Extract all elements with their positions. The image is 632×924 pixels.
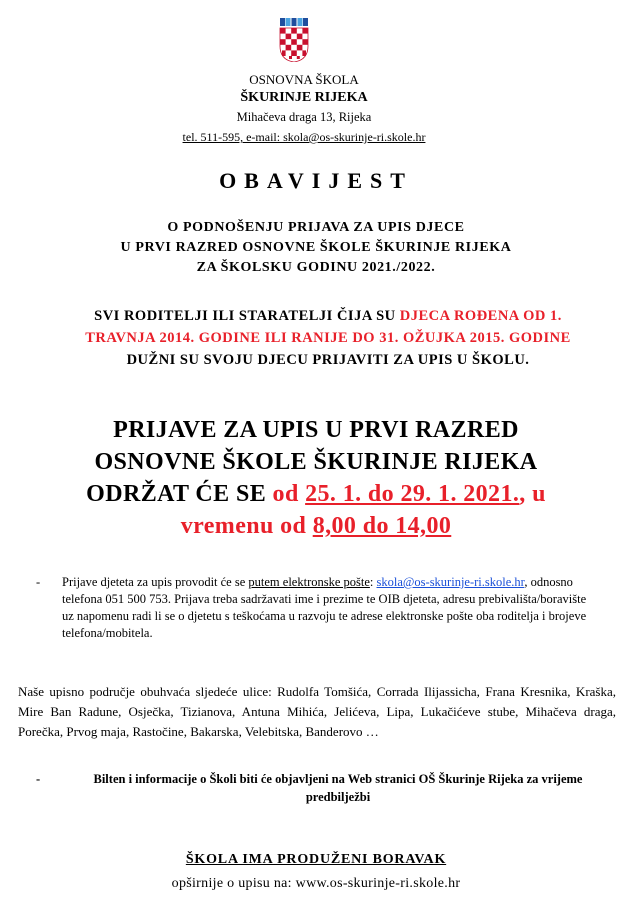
application-text-b: , odnosno telefona 051 500 753. Prijava treba sadržavati ime i prezime te OIB djeteta, adresu prebivališta/boravište uz napomenu radi li se o djetetu s teškoćama u razvoju te adrese elektronske pošte oba roditelja i brojeve telefona/mobitela.: [62, 575, 587, 640]
school-contact: tel. 511-595, e-mail: skola@os-skurinje-ri.skole.hr: [182, 130, 426, 144]
school-name: ŠKURINJE RIJEKA: [240, 90, 368, 105]
enrollment-dates: 25. 1. do 29. 1. 2021.: [305, 481, 520, 507]
notice-text-2: DUŽNI SU SVOJU DJECU PRIJAVITI ZA UPIS U ŠKOLU.: [126, 352, 530, 368]
application-info: [36, 574, 596, 642]
enrollment-announcement: [20, 414, 612, 542]
parents-notice: [68, 305, 588, 371]
bulletin-info: [36, 770, 614, 806]
application-text: [62, 574, 596, 642]
enrollment-line-4: [20, 510, 612, 542]
application-email-way: putem elektronske pošte: [248, 575, 370, 589]
croatian-coat-of-arms-icon: [278, 18, 310, 62]
subtitle-line-2: U PRVI RAZRED OSNOVNE ŠKOLE ŠKURINJE RIJEKA: [120, 240, 512, 255]
enrollment-line-1: PRIJAVE ZA UPIS U PRVI RAZRED: [113, 417, 519, 443]
subtitle-line-3: ZA ŠKOLSKU GODINU 2021./2022.: [196, 260, 436, 275]
enrollment-od: od: [272, 481, 306, 507]
page-title: OBAVIJEST: [219, 168, 413, 193]
school-type: OSNOVNA ŠKOLA: [249, 72, 359, 87]
bullet-dash: -: [36, 575, 41, 589]
enrollment-line-3: [20, 478, 612, 510]
enrollment-time-prefix: vremenu od: [180, 513, 313, 539]
extended-stay-note: ŠKOLA IMA PRODUŽENI BORAVAK: [185, 852, 447, 867]
subtitle-line-1: O PODNOŠENJU PRIJAVA ZA UPIS DJECE: [167, 220, 465, 235]
application-colon: :: [369, 575, 377, 589]
bulletin-text: Bilten i informacije o Školi biti će objavljeni na Web stranici OŠ Škurinje Rijeka za vrijeme predbilježbi: [93, 772, 583, 804]
school-address: Mihačeva draga 13, Rijeka: [236, 110, 372, 124]
enrollment-held: ODRŽAT ĆE SE: [86, 481, 273, 507]
notice-birth-range: DJECA ROĐENA OD 1. TRAVNJA 2014. GODINE ILI RANIJE DO 31. OŽUJKA 2015. GODINE: [85, 308, 571, 346]
enrollment-area: Naše upisno područje obuhvaća sljedeće ulice: Rudolfa Tomšića, Corrada Ilijassicha, Frana Kresnika, Kraška, Mire Ban Radune, Osječka, Tizianova, Antuna Mihića, Jelićeva, Lipa, Lukačićeve stube, Mihačeva draga, Porečka, Prvog maja, Rastočine, Bakarska, Velebitska, Banderovo …: [18, 684, 616, 739]
enrollment-hours: 8,00 do 14,00: [312, 513, 452, 539]
enrollment-line-2: OSNOVNE ŠKOLE ŠKURINJE RIJEKA: [94, 449, 538, 475]
more-info-link[interactable]: opširnije o upisu na: www.os-skurinje-ri.skole.hr: [171, 876, 461, 891]
notice-text-1: SVI RODITELJI ILI STARATELJI ČIJA SU: [94, 308, 400, 324]
enrollment-after-dates: , u: [519, 481, 546, 507]
application-text-a: Prijave djeteta za upis provodit će se: [62, 575, 249, 589]
subtitle: [40, 218, 592, 278]
bullet-dash: -: [36, 772, 41, 786]
email-link[interactable]: skola@os-skurinje-ri.skole.hr: [376, 575, 525, 589]
